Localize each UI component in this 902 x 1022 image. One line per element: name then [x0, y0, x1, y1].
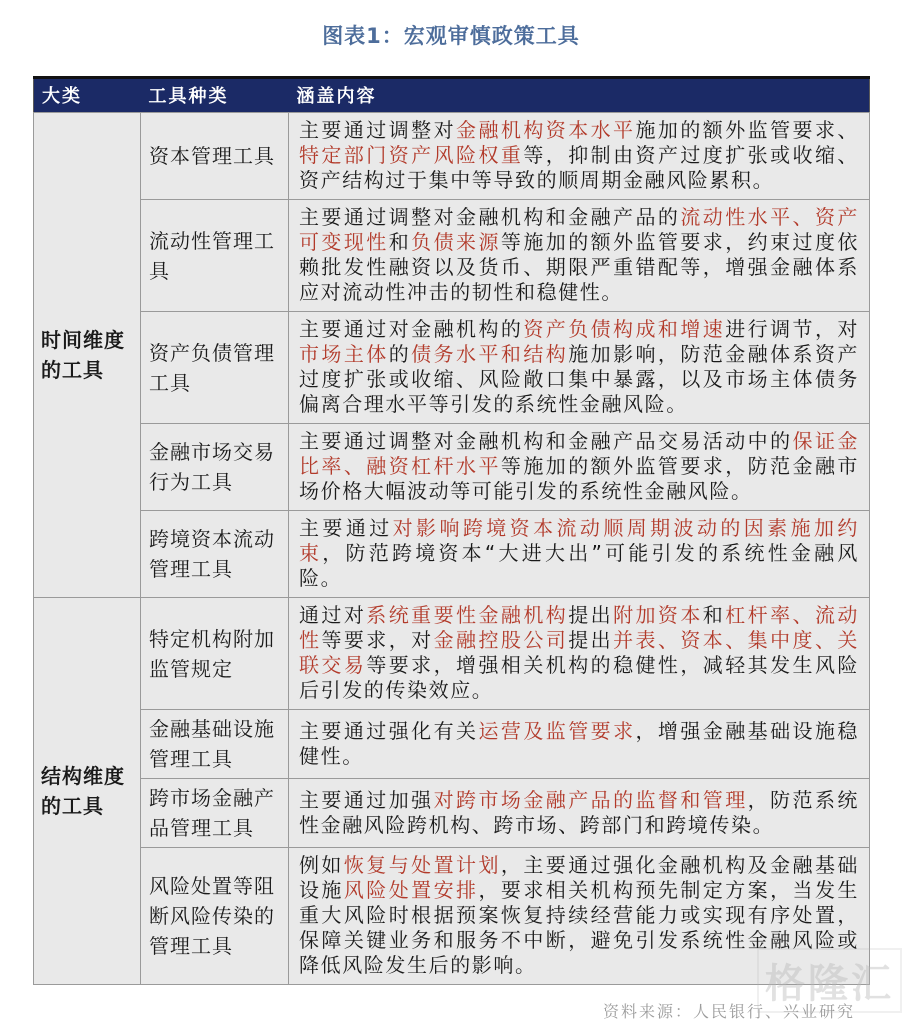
coverage-content-cell	[289, 113, 870, 200]
table-row	[34, 779, 870, 848]
highlight-segment: 债务水平和结构	[411, 342, 569, 366]
text-segment: 施加影响，防范金融体系资产过度扩张或收缩、风险敞口集中暴露，以及市场主体债务偏离合理水平等引发的系统性金融风险。	[299, 342, 859, 416]
table-header	[34, 78, 870, 113]
macroprudential-policy-table	[33, 76, 870, 985]
tool-type-cell: 资本管理工具	[141, 113, 289, 200]
text-segment: 主要通过对金融机构的	[299, 317, 524, 341]
tool-type-cell: 跨境资本流动管理工具	[141, 511, 289, 598]
highlight-segment: 运营及监管要求	[478, 718, 636, 743]
text-segment: 和	[388, 230, 412, 254]
highlight-segment: 风险处置安排	[343, 878, 479, 902]
table-row	[34, 113, 870, 200]
text-segment: 提出	[568, 628, 614, 652]
text-segment: 主要通过强化有关	[299, 718, 479, 743]
text-segment: 等要求，对	[321, 628, 434, 652]
highlight-segment: 保证金比率、融资杠杆水平	[299, 429, 859, 478]
coverage-content-cell	[289, 779, 870, 848]
text-segment: ，要求相关机构预先制定方案，当发生重大风险时根据预案恢复持续经营能力或实现有序处置，保障关键业务和服务不中断，避免引发系统性金融风险或降低风险发生后的影响。	[299, 878, 860, 977]
tool-type-cell: 跨市场金融产品管理工具	[141, 779, 289, 848]
table-row	[34, 424, 870, 511]
text-segment: ，防范系统性金融风险跨机构、跨市场、跨部门和跨境传染。	[299, 787, 860, 837]
text-segment: 主要通过调整对金融机构和金融产品交易活动中的	[299, 429, 793, 453]
table-row	[34, 598, 870, 710]
table-row	[34, 848, 870, 985]
tool-type-cell: 金融基础设施管理工具	[141, 710, 289, 779]
header-row	[34, 78, 870, 113]
highlight-segment: 金融机构资本水平	[456, 118, 636, 142]
highlight-segment: 附加资本	[613, 603, 703, 627]
text-segment: 提出	[568, 603, 614, 627]
text-segment: 等，抑制由资产过度扩张或收缩、资产结构过于集中等导致的顺周期金融风险累积。	[299, 143, 860, 192]
coverage-content-cell	[289, 598, 870, 710]
text-segment: 例如	[299, 853, 344, 877]
text-segment: 施加的额外监管要求、	[635, 118, 859, 142]
text-segment: 主要通过加强	[299, 787, 434, 812]
table-row	[34, 710, 870, 779]
coverage-content-cell	[289, 848, 870, 985]
text-segment: 等施加的额外监管要求，约束过度依赖批发性融资以及货币、期限严重错配等，增强金融体系应对流动性冲击的韧性和稳健性。	[299, 230, 859, 304]
highlight-segment: 对影响跨境资本流动顺周期波动的因素施加约束	[299, 516, 860, 565]
text-segment: 和	[702, 603, 726, 627]
tool-type-cell: 金融市场交易行为工具	[141, 424, 289, 511]
highlight-segment: 流动性水平、资产可变现性	[299, 205, 859, 254]
text-segment: ，增强金融基础设施稳健性。	[299, 718, 859, 768]
highlight-segment: 负债来源	[411, 230, 501, 254]
text-segment: 主要通过	[299, 516, 393, 540]
highlight-segment: 对跨市场金融产品的监督和管理	[433, 787, 748, 812]
highlight-segment: 杠杆率、流动性	[299, 603, 859, 652]
tool-type-cell: 风险处置等阻断风险传染的管理工具	[141, 848, 289, 985]
coverage-content-cell	[289, 511, 870, 598]
highlight-segment: 金融控股公司	[433, 628, 569, 652]
column-header-coverage: 涵盖内容	[289, 78, 870, 113]
coverage-content-cell	[289, 424, 870, 511]
text-segment: 通过对	[299, 603, 367, 627]
text-segment: ，防范跨境资本“大进大出”可能引发的系统性金融风险。	[299, 541, 860, 590]
table-row	[34, 200, 870, 312]
text-segment: 的	[388, 342, 412, 366]
table-row	[34, 312, 870, 424]
table-body	[34, 113, 870, 985]
text-segment: 进行调节，对	[725, 317, 859, 341]
table-row	[34, 511, 870, 598]
column-header-tool-type: 工具种类	[141, 78, 289, 113]
column-header-category: 大类	[34, 78, 141, 113]
coverage-content-cell	[289, 710, 870, 779]
highlight-segment: 系统重要性金融机构	[366, 603, 569, 627]
text-segment: 等施加的额外监管要求，防范金融市场价格大幅波动等可能引发的系统性金融风险。	[299, 454, 859, 503]
highlight-segment: 市场主体	[299, 342, 389, 366]
text-segment: 主要通过调整对金融机构和金融产品的	[299, 205, 681, 229]
group-cell: 结构维度的工具	[34, 598, 141, 985]
highlight-segment: 资产负债构成和增速	[523, 317, 726, 341]
watermark: 格隆汇	[757, 948, 902, 1013]
text-segment: ，主要通过强化金融机构及金融基础设施	[299, 853, 859, 902]
highlight-segment: 恢复与处置计划	[343, 853, 501, 877]
coverage-content-cell	[289, 312, 870, 424]
highlight-segment: 特定部门资产风险权重	[299, 143, 524, 167]
text-segment: 主要通过调整对	[299, 118, 457, 142]
tool-type-cell: 流动性管理工具	[141, 200, 289, 312]
tool-type-cell: 特定机构附加监管规定	[141, 598, 289, 710]
text-segment: 等要求，增强相关机构的稳健性，减轻其发生风险后引发的传染效应。	[299, 653, 859, 702]
highlight-segment: 并表、资本、集中度、关联交易	[299, 628, 859, 677]
source-note: 资料来源：人民银行、兴业研究	[602, 1002, 855, 1021]
page-title: 图表1：宏观审慎政策工具	[322, 24, 580, 48]
tool-type-cell: 资产负债管理工具	[141, 312, 289, 424]
group-cell: 时间维度的工具	[34, 113, 141, 598]
coverage-content-cell	[289, 200, 870, 312]
